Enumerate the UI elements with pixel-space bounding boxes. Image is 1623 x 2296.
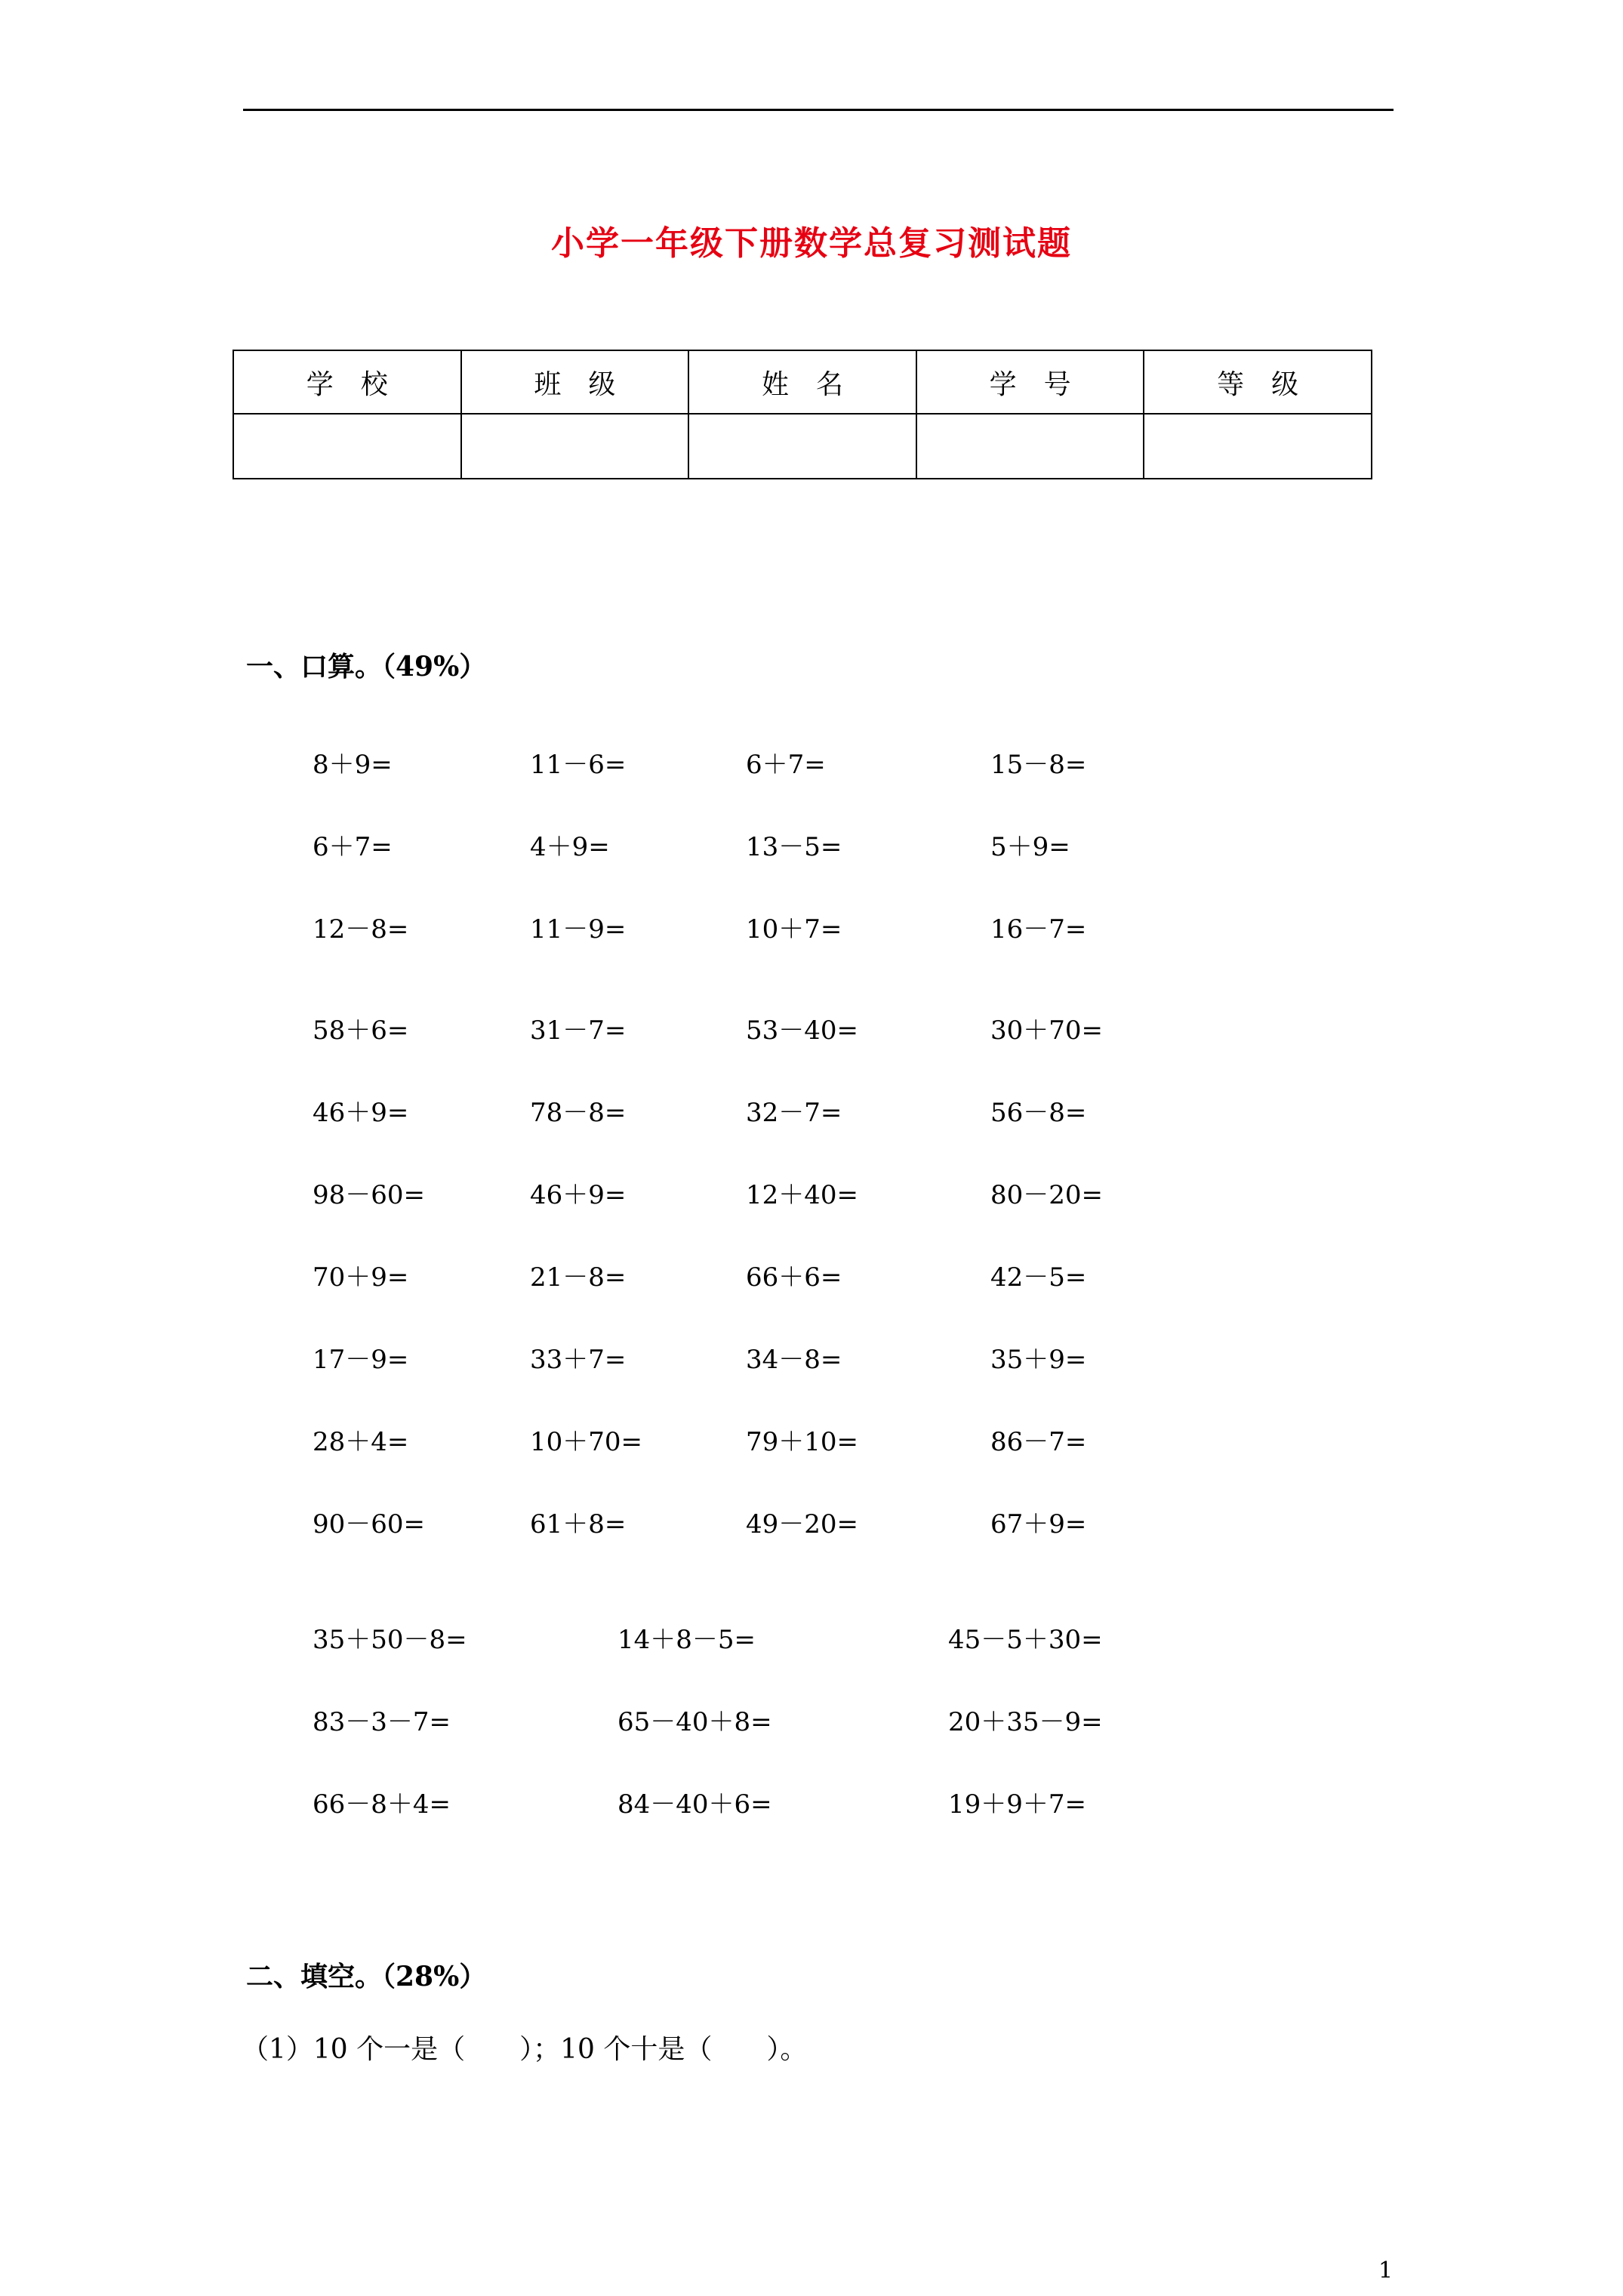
header-student-id: 学 号: [916, 350, 1144, 414]
arithmetic-problem: 45－5＋30=: [948, 1625, 1103, 1655]
arithmetic-problem: 42－5=: [990, 1262, 1087, 1293]
arithmetic-problem: 17－9=: [313, 1345, 409, 1375]
arithmetic-problem: 35＋9=: [990, 1345, 1087, 1375]
arithmetic-problem: 12－8=: [313, 914, 409, 945]
arithmetic-problem: 21－8=: [530, 1262, 627, 1293]
arithmetic-problem: 61＋8=: [530, 1509, 627, 1539]
school-field[interactable]: [233, 414, 461, 479]
arithmetic-problem: 15－8=: [990, 750, 1087, 780]
arithmetic-problem: 84－40＋6=: [617, 1789, 772, 1820]
section-fill-blank-heading: 二、填空。（28%）: [246, 1961, 487, 1992]
arithmetic-problem: 34－8=: [746, 1345, 842, 1375]
arithmetic-problem: 78－8=: [530, 1098, 627, 1128]
arithmetic-problem: 16－7=: [990, 914, 1087, 945]
arithmetic-problem: 90－60=: [313, 1509, 426, 1539]
arithmetic-problem: 14＋8－5=: [617, 1625, 756, 1655]
arithmetic-problem: 65－40＋8=: [617, 1707, 772, 1737]
arithmetic-problem: 33＋7=: [530, 1345, 627, 1375]
arithmetic-problem: 46＋9=: [530, 1180, 627, 1210]
header-class: 班 级: [461, 350, 689, 414]
arithmetic-problem: 19＋9＋7=: [948, 1789, 1087, 1820]
arithmetic-problem: 10＋7=: [746, 914, 842, 945]
arithmetic-problem: 66－8＋4=: [313, 1789, 451, 1820]
arithmetic-problem: 5＋9=: [990, 832, 1070, 862]
arithmetic-problem: 35＋50－8=: [313, 1625, 467, 1655]
section-oral-arithmetic-heading: 一、口算。（49%）: [246, 651, 487, 683]
arithmetic-problem: 49－20=: [746, 1509, 859, 1539]
arithmetic-problem: 28＋4=: [313, 1427, 409, 1457]
arithmetic-problem: 8＋9=: [313, 750, 393, 780]
grade-field[interactable]: [1144, 414, 1372, 479]
student-id-field[interactable]: [916, 414, 1144, 479]
arithmetic-problem: 58＋6=: [313, 1015, 409, 1046]
arithmetic-problem: 4＋9=: [530, 832, 610, 862]
arithmetic-problem: 10＋70=: [530, 1427, 643, 1457]
page-title: 小学一年级下册数学总复习测试题: [551, 224, 1072, 263]
arithmetic-problem: 86－7=: [990, 1427, 1087, 1457]
arithmetic-problem: 46＋9=: [313, 1098, 409, 1128]
arithmetic-problem: 6＋7=: [313, 832, 393, 862]
header-school: 学 校: [233, 350, 461, 414]
class-field[interactable]: [461, 414, 689, 479]
name-field[interactable]: [688, 414, 916, 479]
page-number: 1: [1378, 2257, 1394, 2284]
arithmetic-problem: 83－3－7=: [313, 1707, 451, 1737]
arithmetic-problem: 53－40=: [746, 1015, 859, 1046]
header-grade: 等 级: [1144, 350, 1372, 414]
header-name: 姓 名: [688, 350, 916, 414]
fill-blank-question-1: （1）10 个一是（ ）；10 个十是（ ）。: [242, 2034, 808, 2065]
arithmetic-problem: 80－20=: [990, 1180, 1104, 1210]
arithmetic-problem: 98－60=: [313, 1180, 426, 1210]
arithmetic-problem: 32－7=: [746, 1098, 842, 1128]
header-rule: [243, 109, 1394, 111]
arithmetic-problem: 79＋10=: [746, 1427, 859, 1457]
student-info-table: [233, 350, 1372, 479]
arithmetic-problem: 56－8=: [990, 1098, 1087, 1128]
arithmetic-problem: 13－5=: [746, 832, 842, 862]
arithmetic-problem: 67＋9=: [990, 1509, 1087, 1539]
arithmetic-problem: 30＋70=: [990, 1015, 1104, 1046]
arithmetic-problem: 12＋40=: [746, 1180, 859, 1210]
arithmetic-problem: 11－6=: [530, 750, 627, 780]
arithmetic-problem: 66＋6=: [746, 1262, 842, 1293]
arithmetic-problem: 70＋9=: [313, 1262, 409, 1293]
arithmetic-problem: 11－9=: [530, 914, 627, 945]
arithmetic-problem: 6＋7=: [746, 750, 826, 780]
arithmetic-problem: 20＋35－9=: [948, 1707, 1103, 1737]
arithmetic-problem: 31－7=: [530, 1015, 627, 1046]
